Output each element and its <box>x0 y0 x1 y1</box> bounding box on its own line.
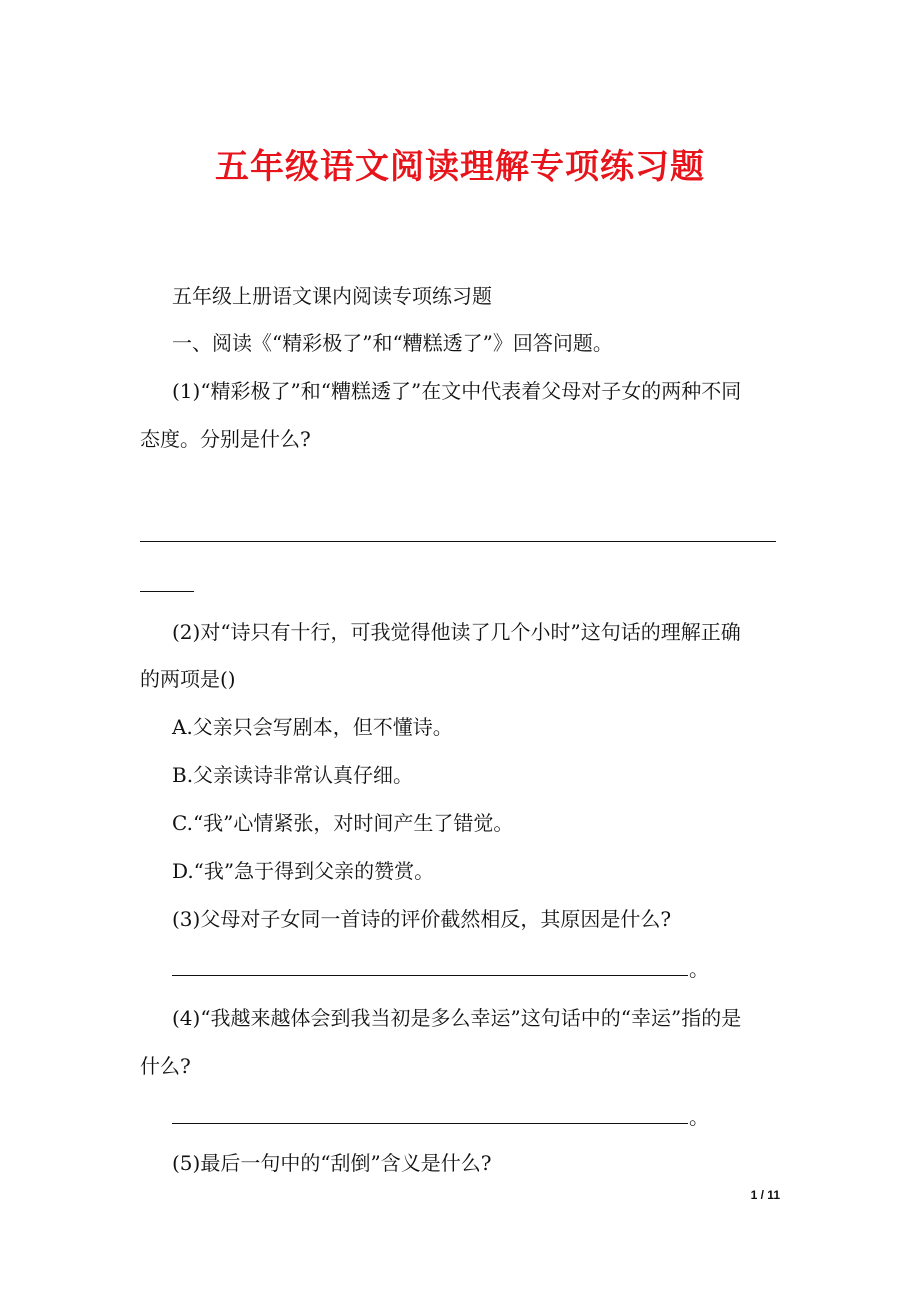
answer-line-1b <box>140 591 194 592</box>
answer-line-3 <box>172 975 688 976</box>
option-c: C.“我”心情紧张，对时间产生了错觉。 <box>172 811 514 835</box>
answer-3-period: 。 <box>689 957 709 981</box>
answer-line-1a <box>140 541 776 542</box>
option-d: D.“我”急于得到父亲的赞赏。 <box>172 859 435 883</box>
answer-line-4 <box>172 1123 688 1124</box>
option-a: A.父亲只会写剧本，但不懂诗。 <box>172 715 453 739</box>
subtitle: 五年级上册语文课内阅读专项练习题 <box>172 284 492 308</box>
question-2-line-2: 的两项是() <box>140 667 236 691</box>
page-number: 1 / 11 <box>750 1188 780 1202</box>
option-b: B.父亲读诗非常认真仔细。 <box>172 763 414 787</box>
question-3: (3)父母对子女同一首诗的评价截然相反，其原因是什么? <box>172 907 672 931</box>
answer-4-period: 。 <box>689 1105 709 1129</box>
question-1-line-2: 态度。分别是什么? <box>140 427 311 451</box>
question-1-line-1: (1)“精彩极了”和“糟糕透了”在文中代表着父母对子女的两种不同 <box>172 379 742 403</box>
question-4-line-2: 什么? <box>140 1054 191 1078</box>
page-title: 五年级语文阅读理解专项练习题 <box>215 147 705 187</box>
question-5: (5)最后一句中的“刮倒”含义是什么? <box>172 1151 492 1175</box>
section-heading: 一、阅读《“精彩极了”和“糟糕透了”》回答问题。 <box>172 331 613 355</box>
question-2-line-1: (2)对“诗只有十行，可我觉得他读了几个小时”这句话的理解正确 <box>172 620 741 644</box>
question-4-line-1: (4)“我越来越体会到我当初是多么幸运”这句话中的“幸运”指的是 <box>172 1006 742 1030</box>
